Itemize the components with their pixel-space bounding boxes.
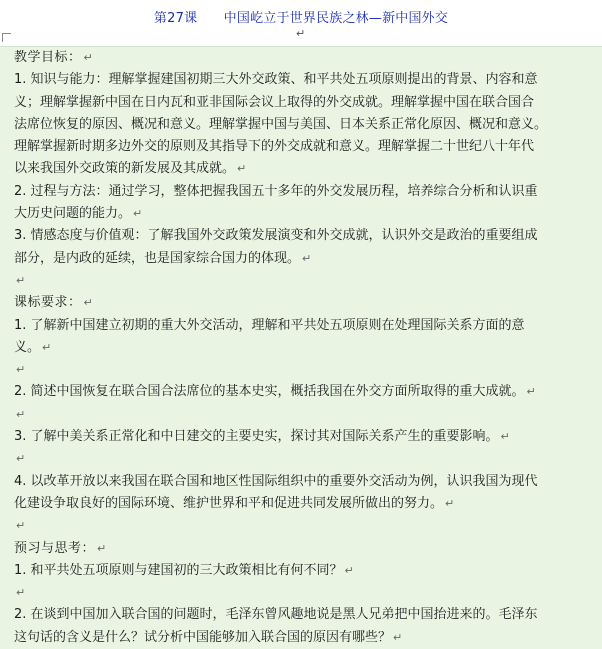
blank-line [14,270,590,292]
standard-item: 义。 ↵ [14,339,52,355]
goals-line: 理解掌握新时期多边外交的原则及其指导下的外交成就和意义。理解掌握二十世纪八十年代 [14,139,535,155]
paragraph-mark-icon: ↵ [302,251,312,265]
paragraph-mark-icon: ↵ [133,207,143,221]
paragraph-mark-icon: ↵ [393,630,403,644]
goals-line: 大历史问题的能力。 ↵ [14,206,143,222]
paragraph-mark-icon: ↵ [16,407,26,421]
goals-line: 3. 情感态度与价值观：了解我国外交政策发展演变和外交成就，认识外交是政治的重要组成 [14,228,538,244]
standards-heading: 课标要求： ↵ [14,295,94,311]
paragraph-mark-icon: ↵ [16,452,26,466]
goals-line: 法席位恢复的原因、概况和意义。理解掌握中国与美国、日本关系正常化原因、概况和意义。 [14,116,548,132]
preview-item: 2. 在谈到中国加入联合国的问题时，毛泽东曾风趣地说是黑人兄弟把中国抬进来的。毛泽东 [14,607,538,623]
lesson-title: 第27课 中国屹立于世界民族之林—新中国外交 [153,11,449,26]
paragraph-mark-icon: ↵ [42,340,52,354]
standard-item: 3. 了解中美关系正常化和中日建交的主要史实，探讨其对国际关系产生的重要影响。 ↵ [14,429,510,445]
blank-line [14,404,590,426]
paragraph-mark-icon: ↵ [16,519,26,533]
paragraph-mark-icon: ↵ [500,430,510,444]
preview-item: 1. 和平共处五项原则与建国初的三大政策相比有何不同？ ↵ [14,562,354,578]
blank-line [14,582,590,604]
goals-line: 以来我国外交政策的新发展及其成就。 ↵ [14,161,247,177]
preview-item: 这句话的含义是什么？试分析中国能够加入联合国的原因有哪些？ ↵ [14,629,403,645]
standard-item: 4. 以改革开放以来我国在联合国和地区性国际组织中的重要外交活动为例，认识我国为现代 [14,473,538,489]
blank-line [14,515,590,537]
paragraph-mark-icon: ↵ [83,296,94,310]
paragraph-mark-icon: ↵ [16,273,26,287]
paragraph-mark-icon: ↵ [445,496,455,510]
goals-line: 2. 过程与方法：通过学习，整体把握我国五十多年的外交发展历程，培养综合分析和认识重 [14,183,538,199]
standard-item: 1. 了解新中国建立初期的重大外交活动，理解和平共处五项原则在处理国际关系方面的意 [14,317,525,333]
paragraph-mark-icon: ↵ [296,27,306,40]
goals-line: 1. 知识与能力：理解掌握建国初期三大外交政策、和平共处五项原则提出的背景、内容和意 [14,72,538,88]
goals-line: 部分，是内政的延续，也是国家综合国力的体现。 ↵ [14,250,312,266]
standard-item: 2. 简述中国恢复在联合国合法席位的基本史实，概括我国在外交方面所取得的重大成就。 ↵ [14,384,536,400]
text-boundary-corner-icon [2,33,11,42]
paragraph-mark-icon: ↵ [526,385,536,399]
blank-line [14,359,590,381]
paragraph-mark-icon: ↵ [83,51,94,64]
paragraph-mark-icon: ↵ [16,363,26,377]
title-area [0,0,602,47]
goals-heading: 教学目标： ↵ [14,50,94,65]
paragraph-mark-icon: ↵ [97,541,107,555]
blank-line [14,448,590,470]
preview-heading: 预习与思考： ↵ [14,540,107,556]
paragraph-mark-icon: ↵ [16,586,26,600]
goals-line: 义；理解掌握新中国在日内瓦和亚非国际会议上取得的外交成就。理解掌握中国在联合国合 [14,94,535,110]
document-body[interactable] [14,47,590,649]
paragraph-mark-icon: ↵ [237,162,247,176]
standard-item: 化建设争取良好的国际环境、维护世界和平和促进共同发展所做出的努力。 ↵ [14,495,455,511]
paragraph-mark-icon: ↵ [344,563,354,577]
